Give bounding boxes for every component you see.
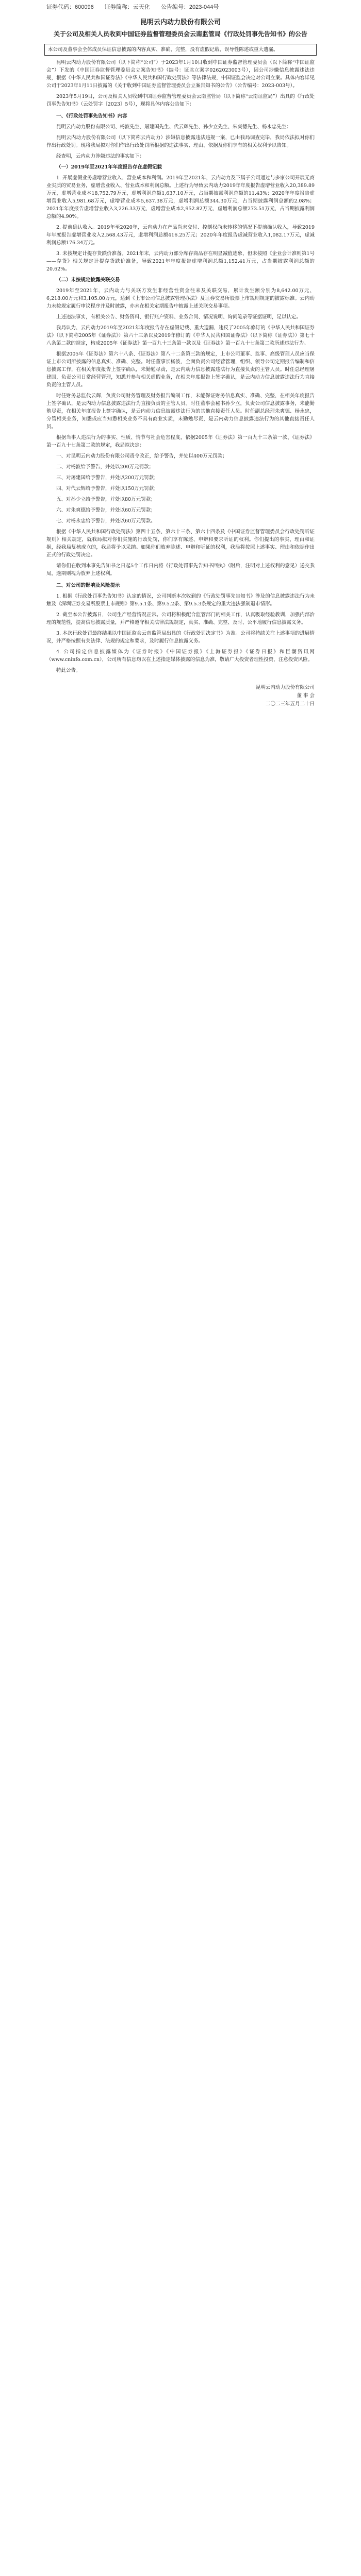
body-paragraph: 时任财务总监代云辉，负责公司财务管理及财务报告编制工作，未能保证财务信息真实、准确、完整，在相关年度报告上签字确认，是云内动力信息披露违法行为直接负责的主管人员。时任董事会秘书孙少立，负责公司信息披露事务，未能勤勉尽责，在相关年度报告上签字确认，是云内动力信息披露违法行为的其他直接责任人员。时任副总经理朱爽德、杨永忠，分管相关业务，知悉或应当知悉相关业务不具有商业实质，未勤勉尽责，是云内动力信息披露违法行为的其他直接责任人员。 [46, 393, 315, 430]
body-paragraph: 1. 开展虚假业务虚增营业收入、营业成本和利润。2019年至2021年，云内动力及下属子公司通过与多家公司开展无商业实质的贸易业务，虚增营业收入、营业成本和利润总额。上述行为导致云内动力2019年年度报告虚增营业收入20,389.89万元，虚增营业成本18,752.79万元，虚增利润总额1,637.10万元，占当期披露利润总额的11.43%；2020年年度报告虚增营业收入5,981.68万元，虚增营业成本5,637.38万元，虚增利润总额344.30万元，占当期披露利润总额的2.08%；2021年年度报告虚增营业收入3,226.33万元，虚增营业成本2,952.82万元，虚增利润总额273.51万元，占当期披露利润总额的4.90%。 [46, 175, 315, 219]
section-heading: （一）2019年至2021年年度报告存在虚假记载 [56, 164, 162, 170]
body-paragraph: 三、对屠建国给予警告，并处以200万元罚款； [56, 475, 159, 481]
body-paragraph: 2. 截至本公告披露日，公司生产经营情况正常。公司将积极配合监管部门的相关工作，认真吸取经验教训，加强内部治理的规范性，提高信息披露质量，并严格遵守相关法律法规规定，真实、准确、完整、及时、公平地履行信息披露义务。 [46, 612, 315, 625]
body-paragraph: 昆明云内动力股份有限公司、杨波先生、屠建国先生、代云辉先生、孙少立先生、朱爽德先生、杨永忠先生： [56, 124, 292, 130]
signature-board: 董 事 会 [297, 693, 315, 699]
body-paragraph: 一、对昆明云内动力股份有限公司责令改正，给予警告，并处以400万元罚款； [56, 453, 227, 459]
body-paragraph: 经查明，云内动力涉嫌违法的事实如下： [56, 154, 145, 159]
body-paragraph: 我局认为，云内动力2019年至2021年年度报告存在虚假记载、重大遗漏，违反了2005年修订的《中华人民共和国证券法》（以下简称2005年《证券法》）第六十三条以及2019年修订的《中华人民共和国证券法》（以下简称《证券法》）第七十八条第二款的规定，构成2005年《证券法》第一百九十三条第一款以及《证券法》第一百九十七条第二款所述违法行为。 [46, 325, 315, 346]
body-paragraph: 上述违法事实，有相关公告、财务资料、银行账户资料、业务合同、情况说明、询问笔录等证据证明，足以认定。 [56, 314, 302, 320]
signature-date: 二〇二三年五月二十日 [265, 701, 315, 707]
body-paragraph: 3. 未按规定计提存货跌价准备。2021年末，云内动力部分库存商品存在明显减值迹象，但未按照《企业会计准则第1号——存货》相关规定计提存货跌价准备，导致2021年年度报告虚增利润总额1,152.41万元，占当期披露利润总额的20.62%。 [46, 251, 315, 272]
body-paragraph: 2. 提前确认收入。2019年至2020年，云内动力在产品尚未交付、控制权尚未转移的情况下提前确认收入，导致2019年年度报告虚增营业收入2,568.43万元，虚增利润总额416.25万元；2020年年度报告虚减营业收入1,082.17万元，虚减利润总额176.34万元。 [46, 225, 315, 246]
header-line [0, 3, 361, 11]
body-paragraph: 2023年5月19日，公司及相关人员收到中国证券监督管理委员会云南监管局（以下简称“云南证监局”）出具的《行政处罚事先告知书》（云处罚字〔2023〕5号），现将具体内容公告如下： [46, 94, 315, 107]
section-heading: 二、对公司的影响及风险提示 [56, 583, 120, 588]
body-paragraph: 五、对孙少立给予警告，并处以80万元罚款； [56, 497, 156, 502]
body-paragraph: 2019年至2021年，云内动力与关联方发生非经营性资金往来及关联交易，累计发生额分别为8,642.00万元、6,218.00万元和3,105.00万元，达到《上市公司信息披露管理办法》及证券交易所股票上市规则规定的披露标准。云内动力未按规定履行审议程序并及时披露，亦未在相关定期报告中披露上述关联交易事项。 [46, 288, 315, 309]
body-paragraph: 1. 根据《行政处罚事先告知书》认定的情况，公司判断本次收到的《行政处罚事先告知书》涉及的信息披露违法行为未触及《深圳证券交易所股票上市规则》第9.5.1条、第9.5.2条、第9.5.3条规定的重大违法强制退市情形。 [46, 594, 315, 607]
body-paragraph: 根据2005年《证券法》第六十八条、《证券法》第八十二条第三款的规定，上市公司董事、监事、高级管理人员应当保证上市公司所披露的信息真实、准确、完整。时任董事长杨波，全面负责公司经营管理，组织、领导公司定期报告编制和信息披露工作，在相关年度报告上签字确认，未勤勉尽责，是云内动力信息披露违法行为直接负责的主管人员。时任总经理屠建国，负责公司日常经营管理，知悉并参与相关虚假业务，在相关年度报告上签字确认，是云内动力信息披露违法行为直接负责的主管人员。 [46, 351, 315, 388]
notice-number: 公告编号：2023-044号 [160, 4, 219, 10]
body-paragraph: 根据当事人违法行为的事实、性质、情节与社会危害程度，依据2005年《证券法》第一百九十三条第一款、《证券法》第一百九十七条第二款的规定，我局拟决定： [46, 435, 315, 448]
body-paragraph: 四、对代云辉给予警告，并处以150万元罚款； [56, 486, 159, 492]
announcement-body [0, 59, 361, 674]
body-paragraph: 七、对杨永忠给予警告，并处以60万元罚款。 [56, 518, 156, 524]
body-paragraph: 昆明云内动力股份有限公司（以下简称云内动力）涉嫌信息披露违法违规一案，已由我局调查完毕，我局依法拟对你们作出行政处罚。现将我局拟对你们作出行政处罚所根据的违法事实、理由、依据及你们享有的相关权利予以告知。 [46, 135, 315, 148]
announcement-title: 关于公司及相关人员收到中国证券监督管理委员会云南监管局《行政处罚事先告知书》的公告 [53, 30, 307, 38]
disclaimer-box: 本公司及董事会全体成员保证信息披露的内容真实、准确、完整，没有虚假记载、误导性陈述或重大遗漏。 [44, 44, 317, 56]
body-paragraph: 二、对杨波给予警告，并处以200万元罚款； [56, 464, 154, 470]
stock-code: 证券代码：600096 [46, 4, 94, 10]
body-paragraph: 六、对朱爽德给予警告，并处以60万元罚款； [56, 507, 156, 513]
section-heading: （二）未按规定披露关联交易 [56, 277, 120, 283]
body-paragraph: 特此公告。 [56, 668, 81, 673]
company-name: 昆明云内动力股份有限公司 [140, 19, 221, 26]
body-paragraph: 请你们在收到本事先告知书之日起5个工作日内将《行政处罚事先告知书回执》（附后，注明对上述权利的意见）递交我局，逾期则视为放弃上述权利。 [46, 563, 315, 577]
stock-name: 证券简称：云天化 [104, 4, 150, 10]
signature-company: 昆明云内动力股份有限公司 [255, 685, 315, 690]
body-paragraph: 4. 公司指定信息披露媒体为《证券时报》《中国证券报》《上海证券报》《证券日报》和巨潮资讯网（www.cninfo.com.cn），公司所有信息均以在上述指定媒体披露的信息为准，敬请广大投资者理性投资，注意投资风险。 [46, 649, 315, 663]
body-paragraph: 昆明云内动力股份有限公司（以下简称“公司”）于2023年1月10日收到中国证券监督管理委员会（以下简称“中国证监会”）下发的《中国证券监督管理委员会立案告知书》（编号：证监立案字0262023003号），因公司涉嫌信息披露违法违规，根据《中华人民共和国证券法》《中华人民共和国行政处罚法》等法律法规，中国证监会决定对公司立案。具体内容详见公司于2023年1月11日披露的《关于收到中国证券监督管理委员会立案告知书的公告》（公告编号：2023-003号）。 [46, 60, 315, 89]
body-paragraph: 根据《中华人民共和国行政处罚法》第四十五条、第六十三条、第六十四条及《中国证券监督管理委员会行政处罚听证规则》相关规定，就我局拟对你们实施的行政处罚，你们享有陈述、申辩和要求听证的权利。你们提出的事实、理由和证据，经我局复核成立的，我局将予以采纳。如果你们放弃陈述、申辩和听证的权利，我局将按照上述事实、理由和依据作出正式的行政处罚决定。 [46, 529, 315, 558]
body-paragraph: 3. 本次行政处罚最终结果以中国证监会云南监管局出具的《行政处罚决定书》为准。公司将持续关注上述事项的进展情况，并严格按照有关法律、法规的规定和要求，及时履行信息披露义务。 [46, 631, 315, 644]
signature-block [0, 684, 361, 708]
section-heading: 一、《行政处罚事先告知书》内容 [56, 113, 127, 119]
